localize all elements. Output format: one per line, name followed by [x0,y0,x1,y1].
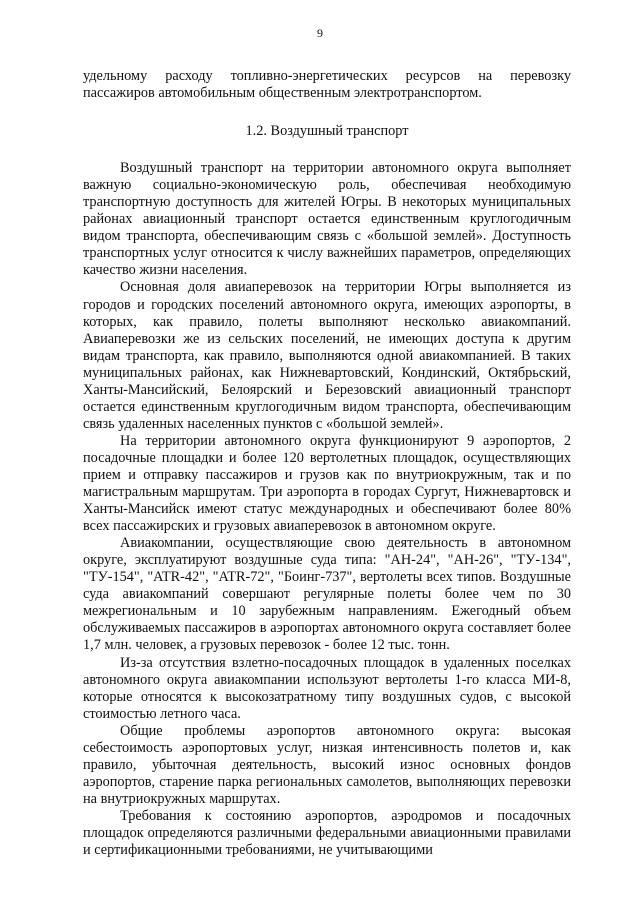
body-paragraph: Основная доля авиаперевозок на территории Югры выполняется из городов и городских поселений автономного округа, имеющих аэропорты, в которых, как правило, полеты выполняют несколько авиакомпаний. Авиаперевозки же из сельских поселений, не имеющих доступа к другим видам транспорта, как правило, выполняются одной авиакомпанией. В таких муниципальных районах, как Нижневартовский, Кондинский, Октябрьский, Ханты-Мансийский, Белоярский и Березовский авиационный транспорт остается единственным круглогодичным видом транспорта, обеспечивающим связь удаленных населенных пунктов с «большой землей». [83,279,571,432]
body-paragraph: Авиакомпании, осуществляющие свою деятельность в автономном округе, эксплуатируют воздушные суда типа: "АН-24", "АН-26", "ТУ-134", "ТУ-154", "ATR-42", "ATR-72", "Боинг-737", вертолеты всех типов. Воздушные суда авиакомпаний совершают регулярные полеты более чем по 30 межрегиональным и 10 зарубежным направлениям. Ежегодный объем обслуживаемых пассажиров в аэропортах автономного округа составляет более 1,7 млн. человек, а грузовых перевозок - более 12 тыс. тонн. [83,535,571,654]
section-heading: 1.2. Воздушный транспорт [245,123,409,140]
body-paragraph: Общие проблемы аэропортов автономного округа: высокая себестоимость аэропортовых услуг, низкая интенсивность полетов и, как правило, убыточная деятельность, высокий износ основных фондов аэропортов, старение парка региональных самолетов, выполняющих перевозки на внутриокружных маршрутах. [83,722,571,807]
page-number: 9 [317,26,323,40]
body-paragraph: Требования к состоянию аэропортов, аэродромов и посадочных площадок определяются различными федеральными авиационными правилами и сертификационными требованиями, не учитывающими [83,807,571,859]
body-paragraph: На территории автономного округа функционируют 9 аэропортов, 2 посадочные площадки и более 120 вертолетных площадок, осуществляющих прием и отправку пассажиров и грузов как по внутриокружным, так и по магистральным маршрутам. Три аэропорта в городах Сургут, Нижневартовск и Ханты-Мансийск имеют статус международных и обеспечивают более 80% всех пассажирских и грузовых авиаперевозок в автономном округе. [83,432,571,535]
body-paragraph: Из-за отсутствия взлетно-посадочных площадок в удаленных поселках автономного округа авиакомпании используют вертолеты 1-го класса МИ-8, которые относятся к высокозатратному типу воздушных судов, с высокой стоимостью летного часа. [83,654,571,722]
document-body [83,68,571,859]
intro-continuation-paragraph: удельному расходу топливно-энергетических ресурсов на перевозку пассажиров автомобильным общественным электротранспортом. [83,68,571,102]
body-paragraph: Воздушный транспорт на территории автономного округа выполняет важную социально-экономическую роль, обеспечивая необходимую транспортную доступность для жителей Югры. В некоторых муниципальных районах авиационный транспорт остается единственным круглогодичным видом транспорта, обеспечивающим связь с «большой землей». Доступность транспортных услуг относится к числу важнейших параметров, определяющих качество жизни населения. [83,160,571,279]
